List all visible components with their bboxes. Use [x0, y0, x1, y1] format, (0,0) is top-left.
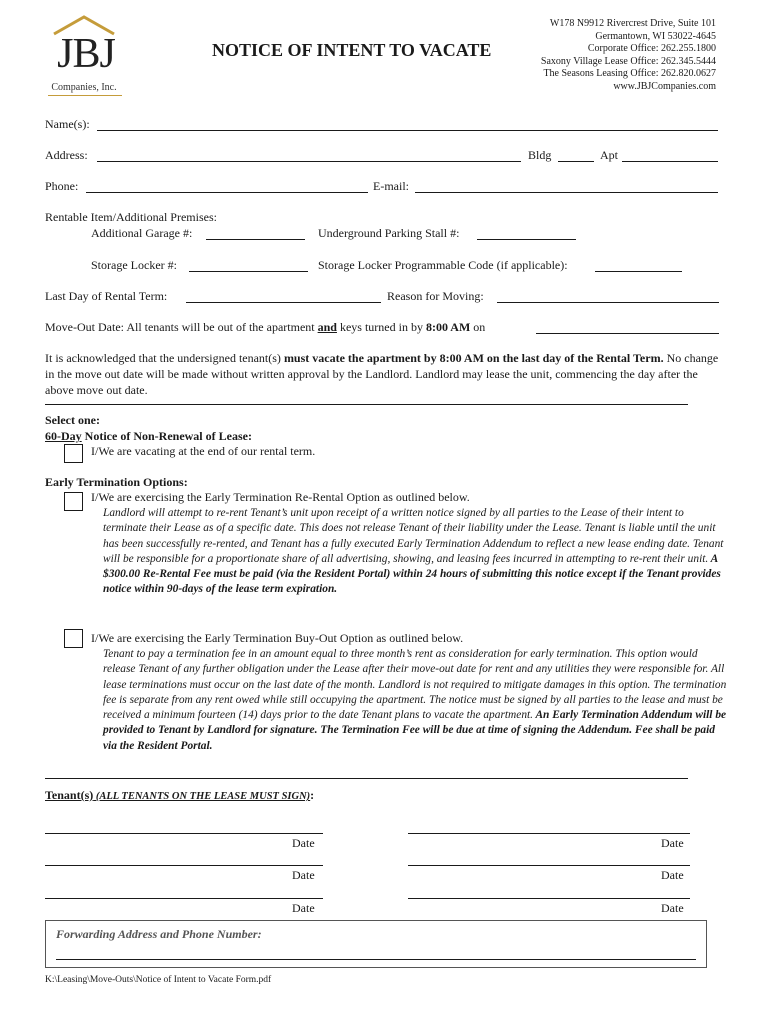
email-label: E-mail:: [373, 179, 409, 193]
tenants-colon: :: [310, 788, 315, 802]
logo-subtext: Companies, Inc.: [51, 82, 117, 93]
contact-block: [541, 18, 716, 94]
divider: [45, 778, 688, 779]
forwarding-address-box: [45, 920, 707, 968]
early-termination-heading: Early Termination Options:: [45, 475, 188, 489]
address-input[interactable]: [97, 161, 521, 162]
contact-website[interactable]: www.JBJCompanies.com: [613, 80, 716, 92]
contact-saxony: Saxony Village Lease Office: 262.345.5444: [540, 55, 716, 67]
select-one-label: Select one:: [45, 413, 100, 427]
ack-text-bold: must vacate the apartment by 8:00 AM on the last day of the Rental Term.: [283, 351, 664, 365]
apt-label: Apt: [600, 148, 618, 162]
bldg-label: Bldg: [528, 148, 552, 162]
option-buyout-label: I/We are exercising the Early Termination Buy-Out Option as outlined below.: [91, 631, 464, 645]
date-label: Date: [661, 836, 684, 850]
option-buyout-description: [103, 647, 728, 754]
contact-seasons: The Seasons Leasing Office: 262.820.0627: [543, 68, 716, 80]
option-non-renewal-label: I/We are vacating at the end of our rental term.: [91, 444, 316, 458]
rerental-fee-text: A $300.00 Re-Rental Fee must be paid (via the Resident Portal) within 24 hours of submitting this notice except if the Tenant provides notice within 90-days of the lease term expiration.: [103, 552, 721, 596]
acknowledgement: [45, 350, 727, 398]
last-day-input[interactable]: [186, 302, 381, 303]
tenants-label: Tenant(s): [45, 788, 94, 802]
phone-input[interactable]: [86, 192, 368, 193]
option-rerental-checkbox[interactable]: [64, 492, 83, 511]
contact-corporate: Corporate Office: 262.255.1800: [587, 43, 716, 55]
parking-label: Underground Parking Stall #:: [318, 226, 460, 240]
date-label: Date: [292, 868, 315, 882]
moveout-date-input[interactable]: [536, 333, 719, 334]
forwarding-address-input[interactable]: [56, 959, 696, 960]
buyout-fee-text: An Early Termination Addendum will be provided to Tenant by Landlord for signature. The Termination Fee will be due at time of signing the Addendum. Fee shall be paid via the Resident Portal.: [103, 709, 727, 752]
phone-label: Phone:: [45, 179, 79, 193]
bldg-input[interactable]: [558, 161, 594, 162]
contact-city: Germantown, WI 53022-4645: [595, 30, 716, 42]
moveout-statement: [45, 320, 485, 334]
tenant-signature-2[interactable]: [408, 833, 690, 834]
apt-input[interactable]: [622, 161, 718, 162]
address-label: Address:: [45, 148, 88, 162]
garage-input[interactable]: [206, 239, 305, 240]
moveout-text-a: Move-Out Date: All tenants will be out of the apartment: [45, 320, 318, 334]
tenant-signature-4[interactable]: [408, 865, 690, 866]
company-logo: [44, 12, 124, 96]
option-buyout-checkbox[interactable]: [64, 629, 83, 648]
date-label: Date: [292, 836, 315, 850]
moveout-text-b: keys turned in by: [336, 320, 426, 334]
non-renewal-heading: [45, 429, 252, 444]
option-rerental-label: I/We are exercising the Early Termination Re-Rental Option as outlined below.: [91, 490, 470, 504]
tenant-signature-3[interactable]: [45, 865, 323, 866]
tenant-signature-1[interactable]: [45, 833, 323, 834]
footer-file-path: K:\Leasing\Move-Outs\Notice of Intent to Vacate Form.pdf: [45, 975, 272, 985]
option-non-renewal-checkbox[interactable]: [64, 444, 83, 463]
logo-underline: [48, 95, 122, 96]
page-title: NOTICE OF INTENT TO VACATE: [212, 40, 492, 60]
locker-code-label: Storage Locker Programmable Code (if applicable):: [318, 258, 568, 272]
parking-input[interactable]: [477, 239, 576, 240]
notice-heading-text: Notice of Non-Renewal of Lease:: [81, 429, 252, 443]
tenants-note: (ALL TENANTS ON THE LEASE MUST SIGN): [93, 791, 311, 802]
garage-label: Additional Garage #:: [91, 226, 193, 240]
logo-text: JBJ: [57, 31, 115, 77]
reason-label: Reason for Moving:: [387, 289, 484, 303]
date-label: Date: [292, 901, 315, 915]
rentable-heading: Rentable Item/Additional Premises:: [45, 210, 217, 224]
divider: [45, 404, 688, 405]
names-label: Name(s):: [45, 117, 90, 131]
forwarding-address-label: Forwarding Address and Phone Number:: [56, 927, 262, 941]
tenant-signature-6[interactable]: [408, 898, 690, 899]
ack-text-c: No change in the move out date will be made without written approval by the Landlord. Landlord may lease the unit, commencing the day after the above move out date.: [45, 351, 719, 397]
buyout-desc-text: Tenant to pay a termination fee in an amount equal to three month’s rent as consideration for early termination. This option would release Tenant of any further obligation under the Lease after their move-out date for rent and any utilities they were responsible for. All lease terminations must occur on the last date of the month. Landlord is not required to mitigate damages in this option. The termination fee is separate from any rent owed while still occupying the apartment. The notice must be signed by all parties to the lease and must be received a minimum fourteen (14) days prior to the date Tenant plans to vacate the apartment.: [103, 648, 727, 722]
names-input[interactable]: [97, 130, 718, 131]
rerental-desc-text: Landlord will attempt to re-rent Tenant’s unit upon receipt of a written notice signed by all parties to the Lease of their intent to terminate their Lease as of a specific date. This does not release Tenant of their liability under the Lease. Tenant is liable until the unit has been successfully re-rented, and Tenant has a fully executed Early Termination Addendum to reflect a new lease ending date. Tenant will be responsible for a proportionate share of all advertising, showing, and leasing fees incurred in attempting to re-rent their unit.: [103, 507, 724, 565]
locker-input[interactable]: [189, 271, 308, 272]
reason-input[interactable]: [497, 302, 719, 303]
option-rerental-description: [103, 506, 728, 598]
moveout-text-c: on: [470, 320, 486, 334]
email-input[interactable]: [415, 192, 718, 193]
last-day-label: Last Day of Rental Term:: [45, 289, 168, 303]
moveout-and: and: [317, 320, 337, 334]
contact-address: W178 N9912 Rivercrest Drive, Suite 101: [549, 18, 716, 29]
notice-days: 60-Day: [45, 429, 82, 443]
tenants-heading: [45, 788, 314, 804]
locker-code-input[interactable]: [595, 271, 682, 272]
ack-text-a: It is acknowledged that the undersigned tenant(s): [45, 351, 284, 365]
date-label: Date: [661, 901, 684, 915]
locker-label: Storage Locker #:: [91, 258, 177, 272]
moveout-time: 8:00 AM: [425, 320, 471, 334]
tenant-signature-5[interactable]: [45, 898, 323, 899]
date-label: Date: [661, 868, 684, 882]
